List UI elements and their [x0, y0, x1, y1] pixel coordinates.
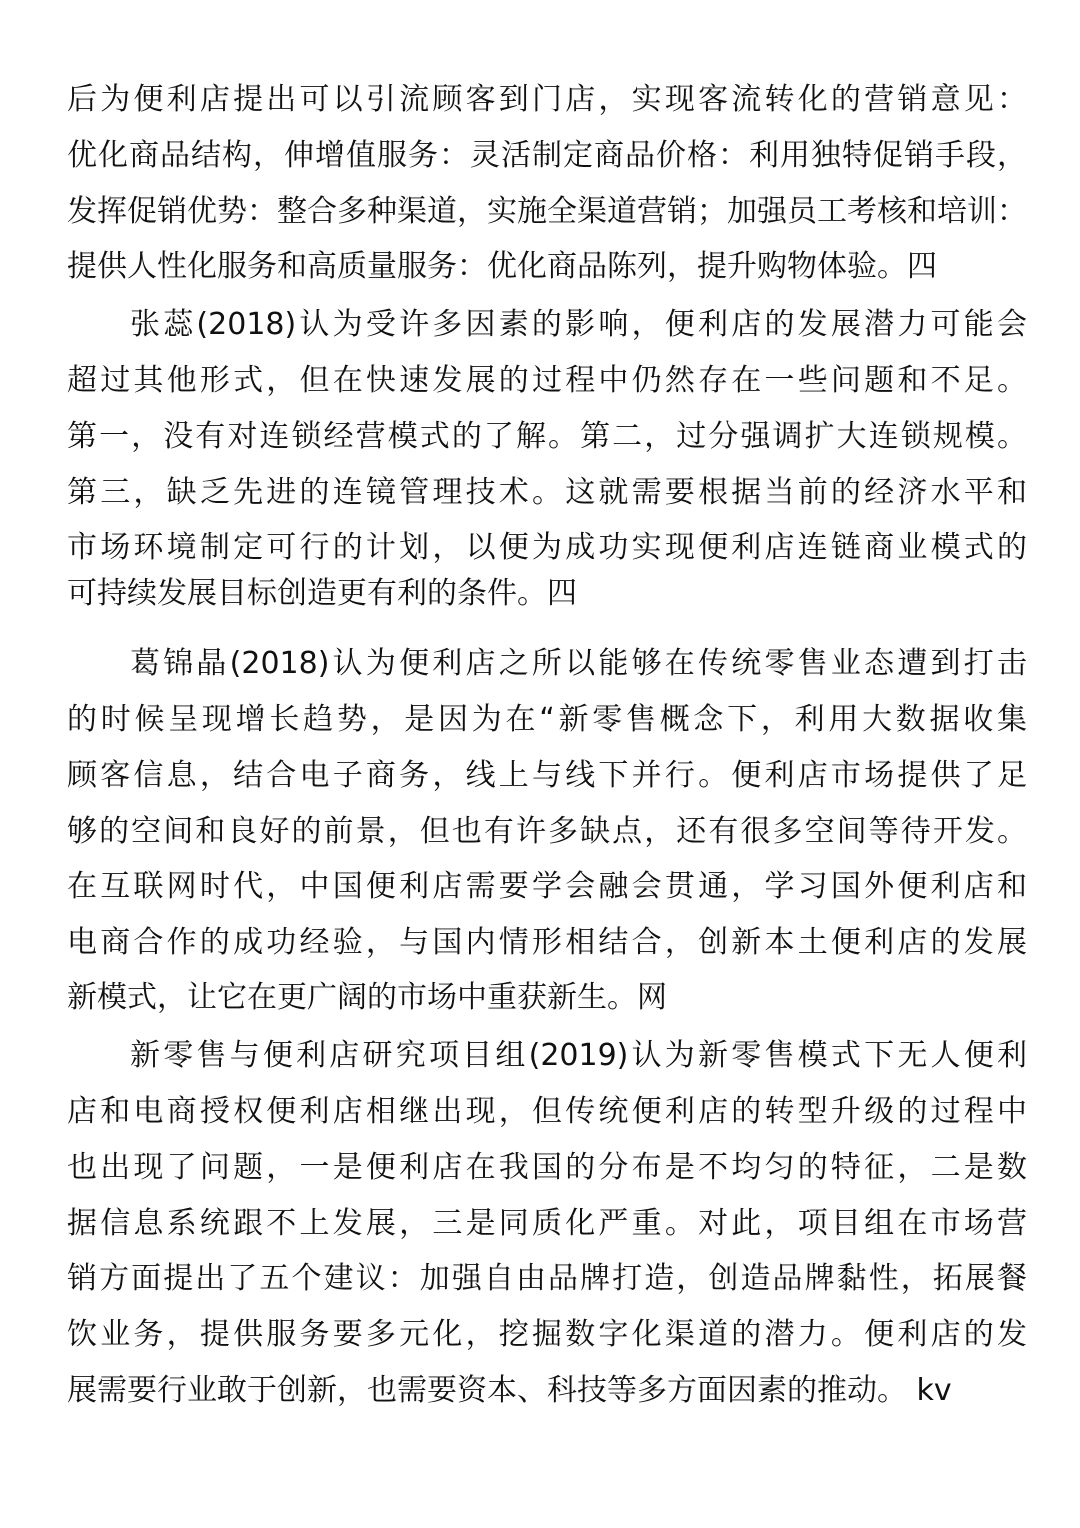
text-line: 超过其他形式，但在快速发展的过程中仍然存在一些问题和不足。 [67, 363, 1027, 398]
text-line: 电商合作的成功经验，与国内情形相结合，创新本土便利店的发展 [67, 925, 1027, 960]
text-line: 新模式，让它在更广阔的市场中重获新生。网 [67, 980, 667, 1015]
text-line: 后为便利店提出可以引流顾客到门店，实现客流转化的营销意见： [67, 82, 1027, 117]
text-line: 提供人性化服务和高质量服务：优化商品陈列，提升购物体验。四 [67, 249, 937, 284]
text-line: 可持续发展目标创造更有利的条件。四 [67, 576, 577, 611]
text-line: 市场环境制定可行的计划，以便为成功实现便利店连链商业模式的 [67, 530, 1027, 565]
text-line: 据信息系统跟不上发展，三是同质化严重。对此，项目组在市场营 [67, 1206, 1027, 1241]
paragraph-first-line: 葛锦晶(2018)认为便利店之所以能够在传统零售业态遭到打击 [130, 646, 1027, 681]
text-line: 发挥促销优势：整合多种渠道，实施全渠道营销；加强员工考核和培训： [67, 194, 1027, 229]
text-line: 销方面提出了五个建议：加强自由品牌打造，创造品牌黏性，拓展餐 [67, 1261, 1027, 1296]
text-line: 在互联网时代，中国便利店需要学会融会贯通，学习国外便利店和 [67, 869, 1027, 904]
text-line: 店和电商授权便利店相继出现，但传统便利店的转型升级的过程中 [67, 1094, 1027, 1129]
text-line: 的时候呈现增长趋势，是因为在“新零售概念下，利用大数据收集 [67, 702, 1027, 737]
paragraph-first-line: 新零售与便利店研究项目组(2019)认为新零售模式下无人便利 [130, 1038, 1027, 1073]
text-line: 够的空间和良好的前景，但也有许多缺点，还有很多空间等待开发。 [67, 814, 1027, 849]
text-line: 顾客信息，结合电子商务，线上与线下并行。便利店市场提供了足 [67, 758, 1027, 793]
text-line: 第三，缺乏先进的连镜管理技术。这就需要根据当前的经济水平和 [67, 475, 1027, 510]
text-line: 展需要行业敢于创新，也需要资本、科技等多方面因素的推动。 kv [67, 1373, 952, 1408]
text-line: 优化商品结构，伸增值服务：灵活制定商品价格：利用独特促销手段， [67, 138, 1027, 173]
text-line: 饮业务，提供服务要多元化，挖掘数字化渠道的潜力。便利店的发 [67, 1317, 1027, 1352]
text-line: 也出现了问题，一是便利店在我国的分布是不均匀的特征，二是数 [67, 1150, 1027, 1185]
paragraph-first-line: 张蕊(2018)认为受许多因素的影响，便利店的发展潜力可能会 [130, 307, 1027, 342]
text-line: 第一，没有对连锁经营模式的了解。第二，过分强调扩大连锁规模。 [67, 419, 1027, 454]
